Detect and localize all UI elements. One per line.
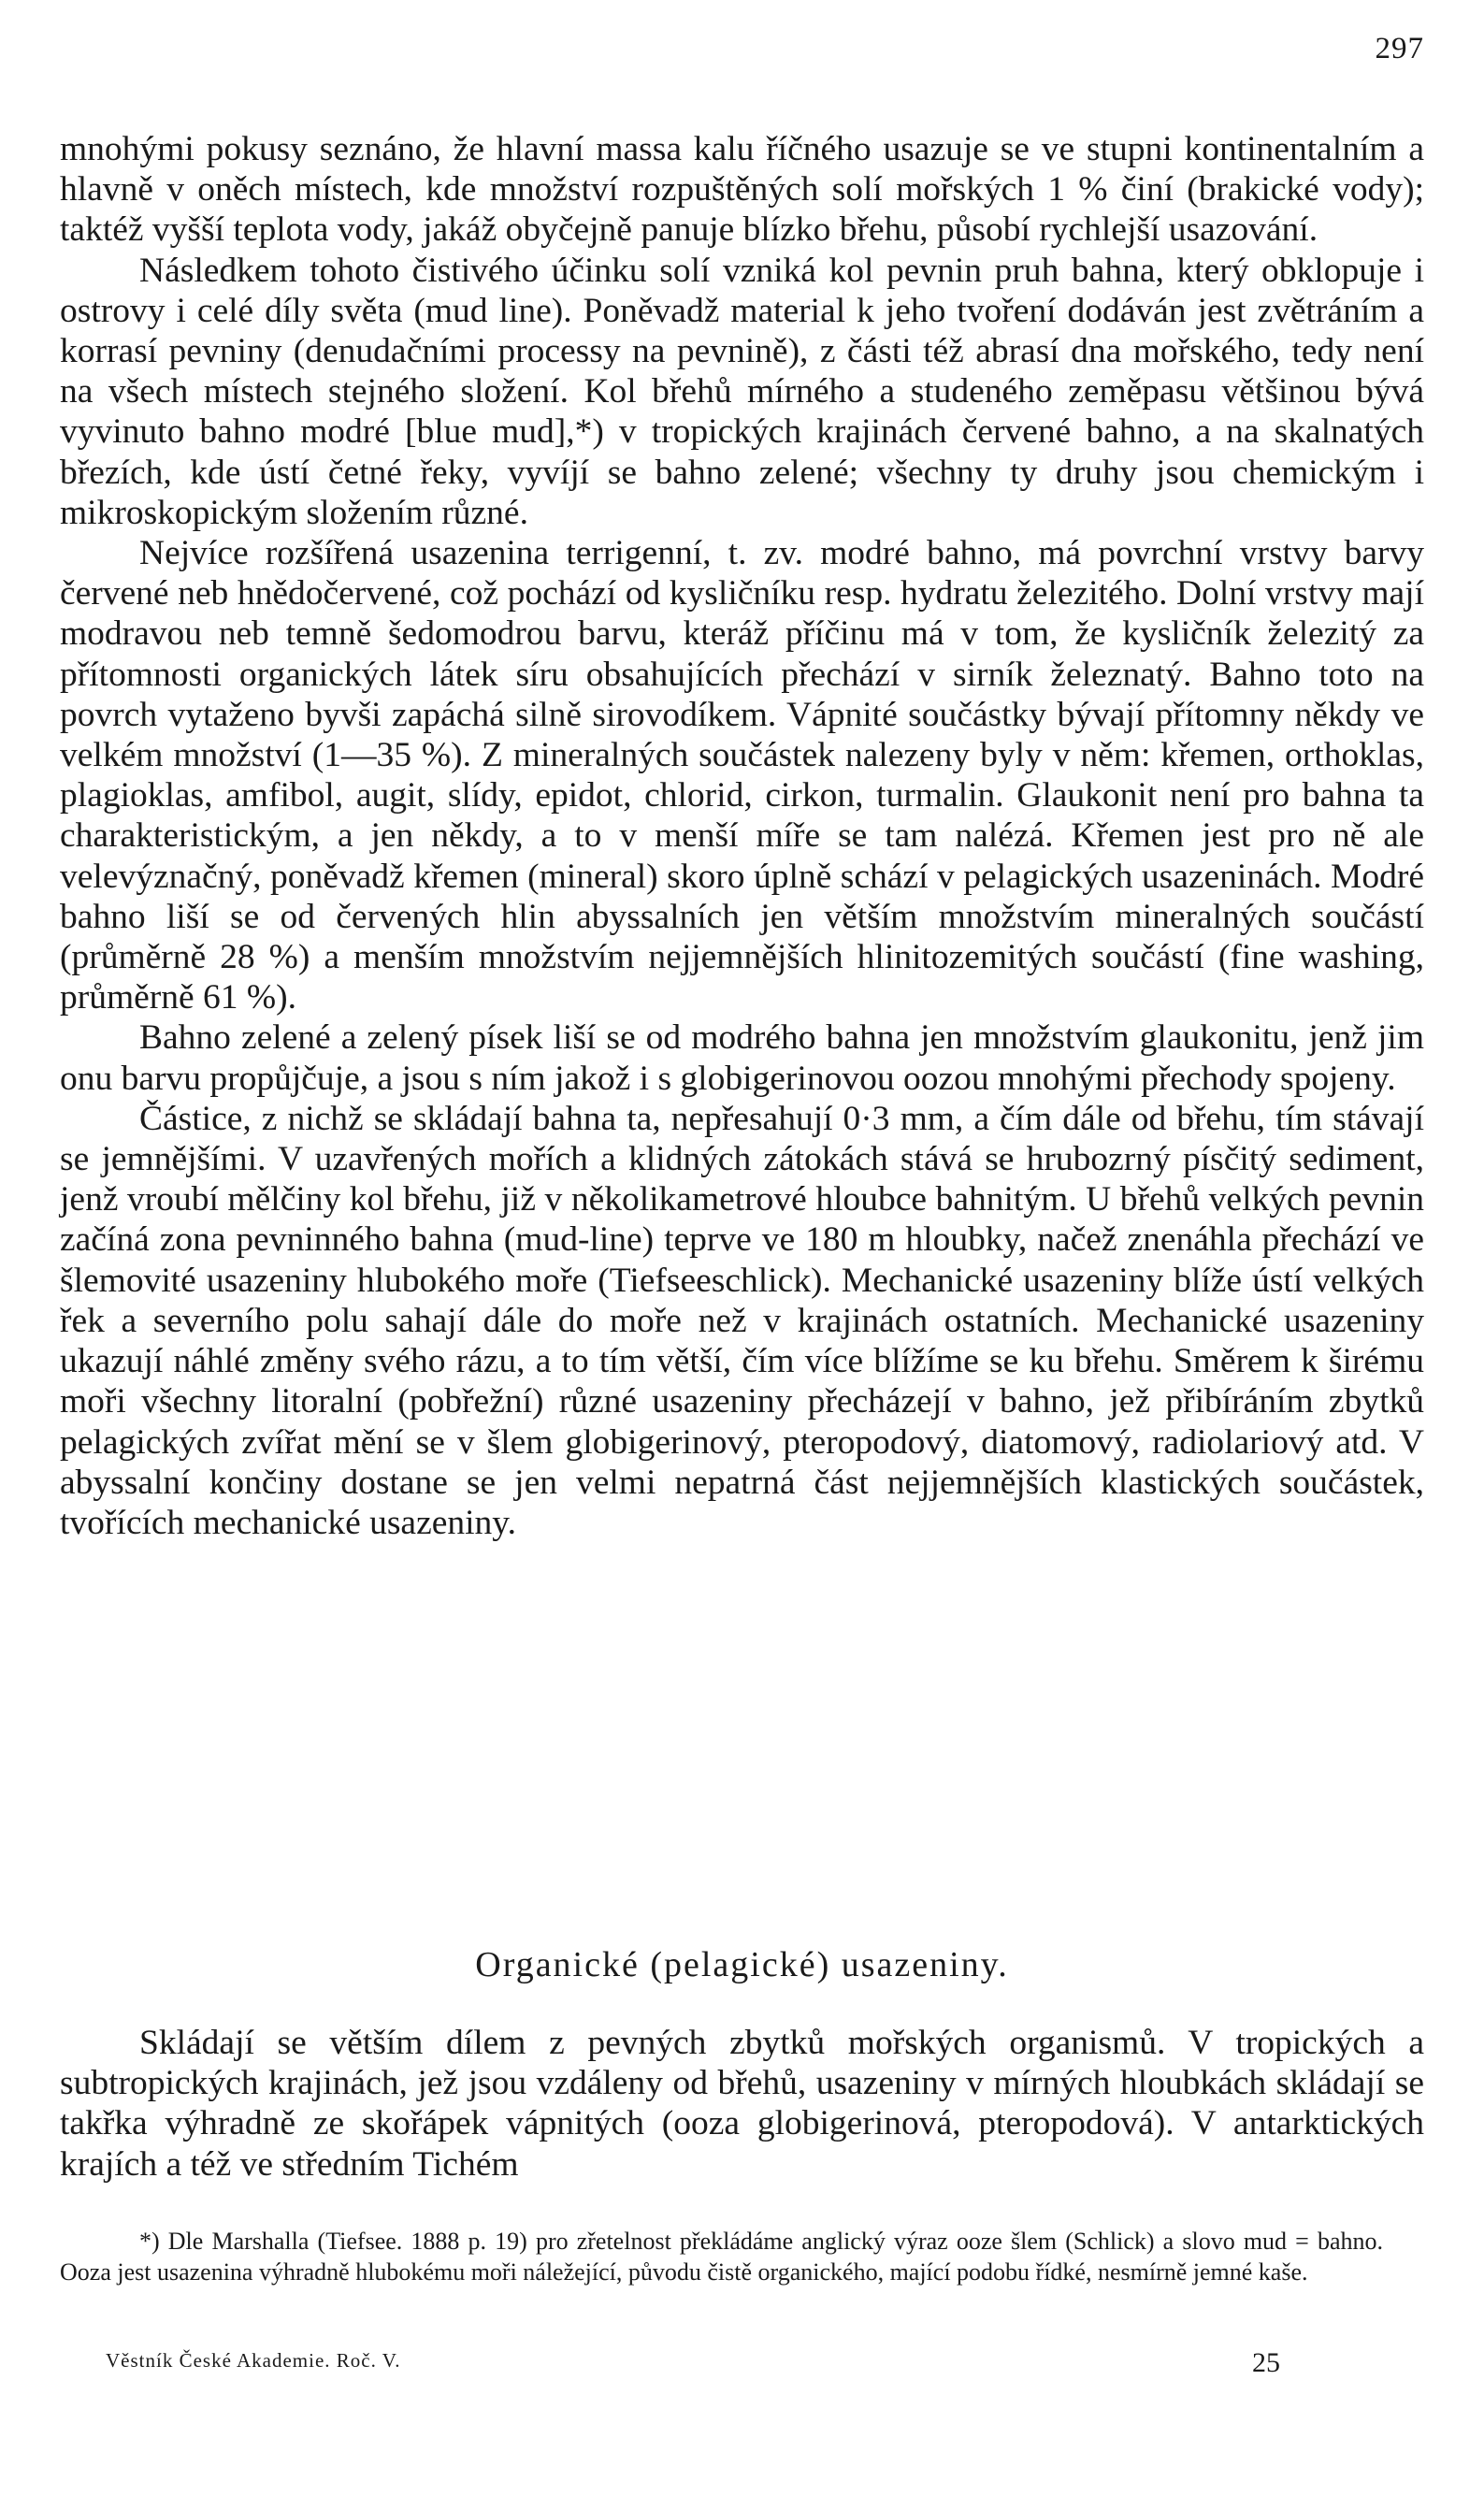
paragraph-4: Bahno zelené a zelený písek liší se od modrého bahna jen množstvím glaukonitu, jenž jim onu barvu propůjčuje, a jsou s ním jakož i s globigerinovou oozou mnohými přechody spojeny. [60, 1018, 1424, 1098]
section-paragraph: Skládají se větším dílem z pevných zbytků mořských organismů. V tropických a subtropických krajinách, jež jsou vzdáleny od břehů, usazeniny v mírných hloubkách skládají se takřka výhradně ze skořápek vápnitých (ooza globigerinová, pteropodová). V antarktických krajích a též ve středním Tichém [60, 2024, 1424, 2184]
section-text [60, 2023, 1424, 2185]
paragraph-1: mnohými pokusy seznáno, že hlavní massa kalu říčného usazuje se ve stupni kontinentalním a hlavně v oněch místech, kde množství rozpuštěných solí mořských 1 % činí (brakické vody); taktéž vyšší teplota vody, jakáž obyčejně panuje blízko břehu, působí rychlejší usazování. [60, 130, 1424, 250]
paragraph-5: Částice, z nichž se skládají bahna ta, nepřesahují 0·3 mm, a čím dále od břehu, tím stávají se jemnějšími. V uzavřených mořích a klidných zátokách stává se hrubozrný písčitý sediment, jenž vroubí mělčiny kol břehu, již v několikametrové hloubce bahnitým. U břehů velkých pevnin začíná zona pevninného bahna (mud-line) teprve ve 180 m hloubky, načež znenáhla přechází ve šlemovité usazeniny hlubokého moře (Tiefseeschlick). Mechanické usazeniny blíže ústí velkých řek a severního polu sahají dále do moře než v krajinách ostatních. Mechanické usazeniny ukazují náhlé změny svého rázu, a to tím větší, čím více blížíme se ku břehu. Směrem k širému moři všechny litoralní (pobřežní) různé usazeniny přecházejí v bahno, jež přibíráním zbytků pelagických zvířat mění se v šlem globigerinový, pteropodový, diatomový, radiolariový atd. V abyssalní končiny dostane se jen velmi nepatrná část nejjemnějších klastických součástek, tvořících mechanické usazeniny. [60, 1099, 1424, 1542]
footnote [60, 2226, 1383, 2287]
signature-mark: 25 [1252, 2347, 1280, 2378]
page-number: 297 [1375, 32, 1424, 65]
journal-footer: Věstník České Akademie. Roč. V. [106, 2349, 401, 2372]
main-text [60, 129, 1424, 1543]
footnote-text: *) Dle Marshalla (Tiefsee. 1888 p. 19) pro zřetelnost překládáme anglický výraz ooze šlem (Schlick) a slovo mud = bahno. Ooza jest usazenina výhradně hlubokému moři náležející, původu čistě organického, mající podobu řídké, nesmírně jemné kaše. [60, 2228, 1383, 2286]
section-heading: Organické (pelagické) usazeniny. [475, 1945, 1009, 1984]
paragraph-2: Následkem tohoto čistivého účinku solí vzniká kol pevnin pruh bahna, který obklopuje i ostrovy i celé díly světa (mud line). Poněvadž material k jeho tvoření dodáván jest zvětráním a korrasí pevniny (denudačními processy na pevnině), z části též abrasí dna mořského, tedy není na všech místech stejného složení. Kol břehů mírného a studeného zeměpasu většinou bývá vyvinuto bahno modré [blue mud],*) v tropických krajinách červené bahno, a na skalnatých březích, kde ústí četné řeky, vyvíjí se bahno zelené; všechny ty druhy jsou chemickým i mikroskopickým složením různé. [60, 251, 1424, 532]
paragraph-3: Nejvíce rozšířená usazenina terrigenní, t. zv. modré bahno, má povrchní vrstvy barvy červené neb hnědočervené, což pochází od kysličníku resp. hydratu železitého. Dolní vrstvy mají modravou neb temně šedomodrou barvu, kteráž příčinu má v tom, že kysličník železitý za přítomnosti organických látek síru obsahujících přechází v sirník železnatý. Bahno toto na povrch vytaženo byvši zapáchá silně sirovodíkem. Vápnité součástky bývají přítomny někdy ve velkém množství (1—35 %). Z mineralných součástek nalezeny byly v něm: křemen, orthoklas, plagioklas, amfibol, augit, slídy, epidot, chlorid, cirkon, turmalin. Glaukonit není pro bahna ta charakteristickým, a jen někdy, a to v menší míře se tam nalézá. Křemen jest pro ně ale velevýznačný, poněvadž křemen (mineral) skoro úplně schází v pelagických usazeninách. Modré bahno liší se od červených hlin abyssalních jen větším množstvím mineralných součástí (průměrně 28 %) a menším množstvím nejjemnějších hlinitozemitých součástí (fine washing, průměrně 61 %). [60, 534, 1424, 1017]
